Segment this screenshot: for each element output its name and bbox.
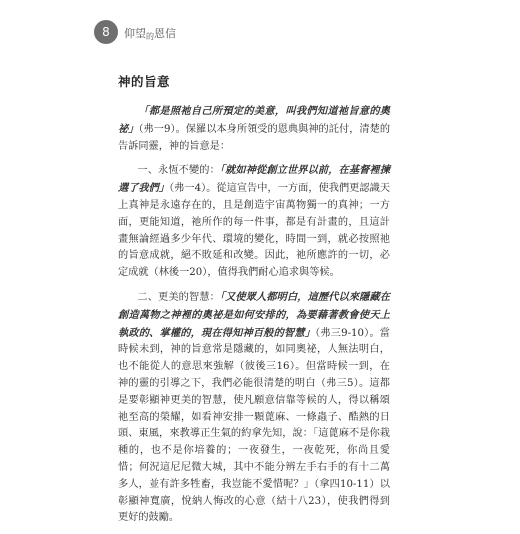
book-title — [124, 25, 176, 42]
paragraph-point-two — [118, 289, 390, 527]
book-title-main: 仰望 — [124, 27, 146, 40]
paragraph-body: （弗一4）。從這宣告中，一方面，使我們更認識天上真神是永遠存在的，且是創造宇宙萬物獨一的真神；一方面，更能知道，祂所作的每一件事，都是有計畫的，且這計畫無論經過多少年代、環境的變化，時間一到，就必按照祂的旨意成就，絕不敗延和改變。因此，祂所應許的一切，必定成就（林後一20），值得我們耐心追求與等候。 — [118, 183, 391, 279]
paragraph-intro — [118, 103, 390, 155]
point-lead: 一、永恆不變的： — [137, 165, 220, 177]
scripture-quote: 「都是照祂自己所預定的美意，叫我們知道祂旨意的奧祕」 — [118, 105, 390, 135]
running-header — [94, 20, 294, 44]
point-lead: 二、更美的智慧： — [137, 291, 220, 303]
section-title: 神的旨意 — [118, 74, 171, 89]
paragraph-body: （弗一9）。保羅以本身所領受的恩典與神的託付，清楚的告訴同靈，神的旨意是： — [118, 123, 391, 152]
paragraph-body: （弗三9-10）。當時候未到，神的旨意常是隱藏的，如同奧祕，人無法明白，也不能從人的意思來強解（彼後三16）。但當時候一到，在神的靈的引導之下，我們必能很清楚的明白（弗三5）。這都是要彰顯神更美的智慧，使凡願意信靠等候的人，得以稱頌祂至高的榮耀，如看神安排一顆蓖麻、一條蟲子、酷熱的日頭、東風，來教導正生氣的約拿先知，說：「這蓖麻不是你栽種的，也不是你培養的；一夜發生，一夜乾死，你尚且愛惜；何況這尼尼微大城，其中不能分辨左手右手的有十二萬多人，並有許多牲畜，我豈能不愛惜呢？」（拿四10-11）以彰顯神寬廣，悅納人悔改的心意（結十八23），使我們得到更好的鼓勵。 — [118, 327, 390, 524]
scripture-quote: 「就如神從創立世界以前，在基督裡揀選了我們」 — [118, 164, 390, 195]
scripture-quote: 「又使眾人都明白，這歷代以來隱藏在創造萬物之神裡的奧祕是如何安排的，為要藉著教會使天上執政的、掌權的，現在得知神百般的智慧」 — [118, 290, 390, 339]
paragraph-point-one — [118, 162, 390, 282]
book-title-small: 的 — [146, 32, 154, 41]
page-content — [118, 72, 390, 534]
page-number-badge: 8 — [94, 20, 118, 44]
book-title-end: 恩信 — [154, 27, 176, 40]
